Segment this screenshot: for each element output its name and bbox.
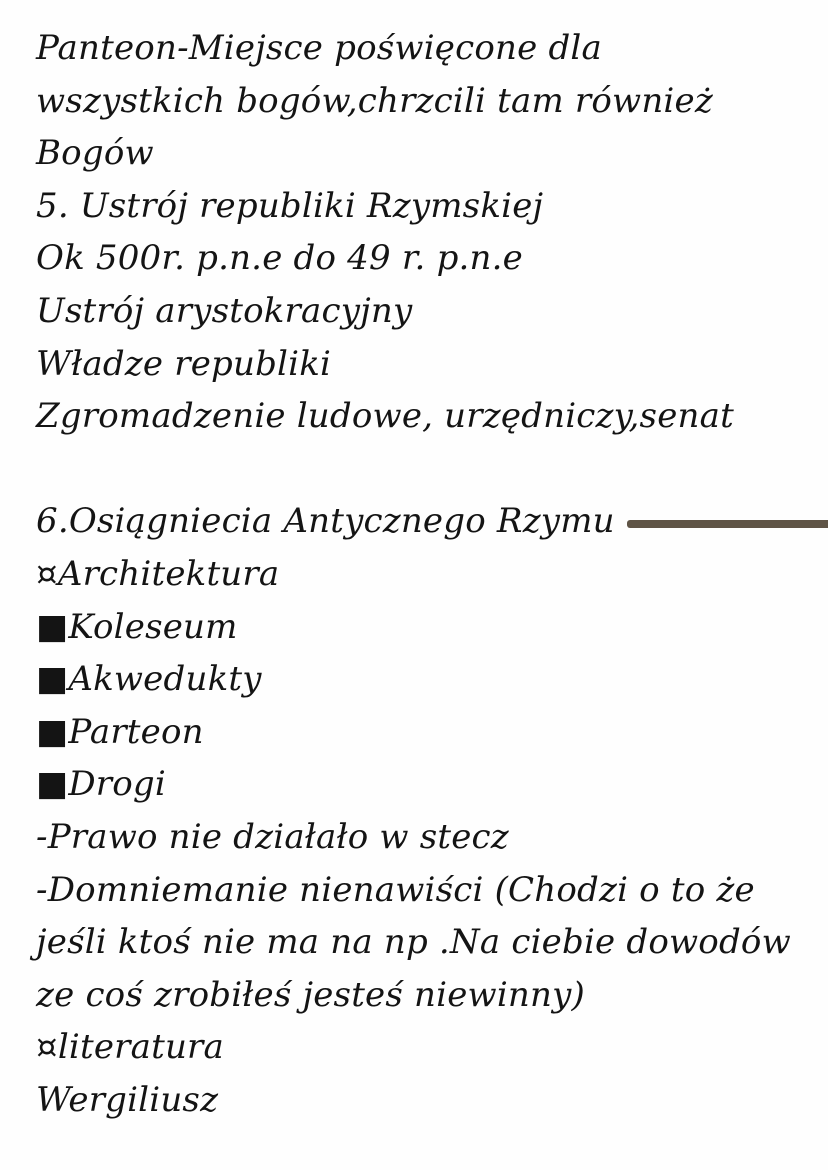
- note-line-literatura: ¤literatura: [36, 1027, 224, 1068]
- note-line-bogow: wszystkich bogów,chrzcili tam również: [36, 80, 713, 121]
- note-line-parteon: ■Parteon: [36, 711, 204, 752]
- note-line-koleseum: ■Koleseum: [36, 606, 238, 647]
- section-6-heading: 6.Osiągniecia Antycznego Rzymu: [36, 501, 615, 542]
- heading-underline-bar: [627, 520, 828, 528]
- note-line-wergiliusz: Wergiliusz: [36, 1079, 219, 1120]
- note-line-zgromadzenie: Zgromadzenie ludowe, urzędniczy,senat: [36, 396, 734, 437]
- section-6-heading-row: [36, 495, 808, 548]
- blank-line: [36, 443, 808, 496]
- note-line-drogi: ■Drogi: [36, 764, 166, 805]
- note-line-prawo: -Prawo nie działało w stecz: [36, 816, 509, 857]
- section-5-heading: 5. Ustrój republiki Rzymskiej: [36, 185, 544, 226]
- note-line-bogow-cont: Bogów: [36, 133, 154, 174]
- note-line-panteon: Panteon-Miejsce poświęcone dla: [36, 28, 602, 68]
- note-line-akwedukty: ■Akwedukty: [36, 659, 262, 700]
- note-line-architektura: ¤Architektura: [36, 553, 280, 594]
- note-line-domniemanie: -Domniemanie nienawiści (Chodzi o to że: [36, 869, 755, 910]
- note-line-ustroj: Ustrój arystokracyjny: [36, 290, 413, 331]
- note-line-dates: Ok 500r. p.n.e do 49 r. p.n.e: [36, 238, 523, 279]
- note-text: [36, 22, 808, 1126]
- note-line-niewinny: ze coś zrobiłeś jesteś niewinny): [36, 974, 585, 1015]
- note-line-jesli: jeśli ktoś nie ma na np .Na ciebie dowodów: [36, 922, 791, 963]
- note-line-wladze: Władze republiki: [36, 343, 332, 384]
